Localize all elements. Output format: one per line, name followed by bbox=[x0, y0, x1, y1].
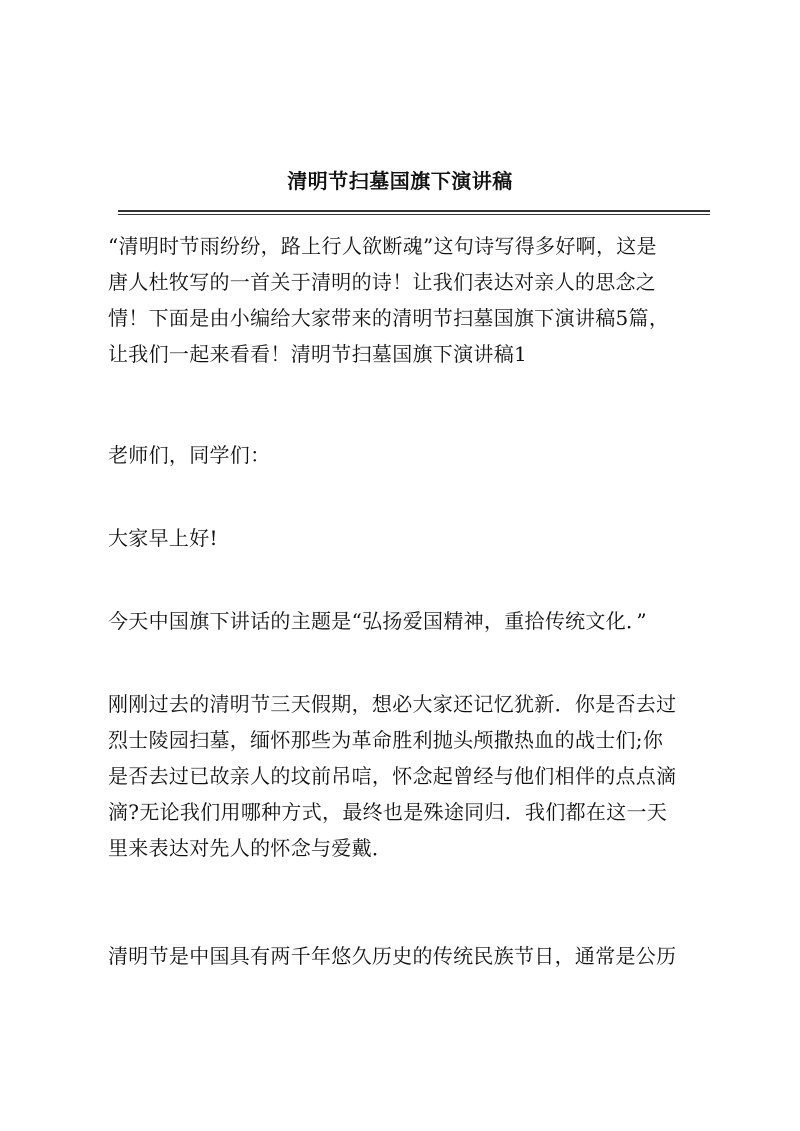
paragraph-line: 清明节是中国具有两千年悠久历史的传统民族节日，通常是公历 bbox=[108, 944, 677, 968]
intro-paragraph bbox=[108, 228, 708, 372]
paragraph-line: 唐人杜牧写的一首关于清明的诗！让我们表达对亲人的思念之 bbox=[108, 270, 657, 294]
greeting-paragraph bbox=[108, 520, 708, 556]
holiday-paragraph bbox=[108, 686, 708, 866]
paragraph-line: 情！下面是由小编给大家带来的清明节扫墓国旗下演讲稿5篇， bbox=[108, 306, 670, 330]
paragraph-line: 是否去过已故亲人的坟前吊唁，怀念起曾经与他们相伴的点点滴 bbox=[108, 764, 677, 788]
paragraph-line: 烈士陵园扫墓，缅怀那些为革命胜利抛头颅撒热血的战士们;你 bbox=[108, 728, 664, 752]
paragraph-line: 刚刚过去的清明节三天假期，想必大家还记忆犹新．你是否去过 bbox=[108, 692, 677, 716]
salutation-paragraph bbox=[108, 437, 708, 473]
title-divider bbox=[118, 210, 710, 215]
paragraph-line: 今天中国旗下讲话的主题是“弘扬爱国精神，重拾传统文化．” bbox=[108, 609, 647, 633]
paragraph-line: 让我们一起来看看！清明节扫墓国旗下演讲稿1 bbox=[108, 342, 528, 366]
paragraph-line: 滴?无论我们用哪种方式，最终也是殊途同归．我们都在这一天 bbox=[108, 800, 668, 824]
theme-paragraph bbox=[108, 603, 708, 639]
paragraph-line: “清明时节雨纷纷，路上行人欲断魂”这句诗写得多好啊，这是 bbox=[108, 234, 657, 258]
document-title: 清明节扫墓国旗下演讲稿 bbox=[287, 169, 513, 193]
paragraph-line: 老师们，同学们： bbox=[108, 443, 271, 467]
festival-paragraph bbox=[108, 938, 708, 974]
paragraph-line: 里来表达对先人的怀念与爱戴． bbox=[108, 836, 393, 860]
paragraph-line: 大家早上好! bbox=[108, 526, 218, 550]
